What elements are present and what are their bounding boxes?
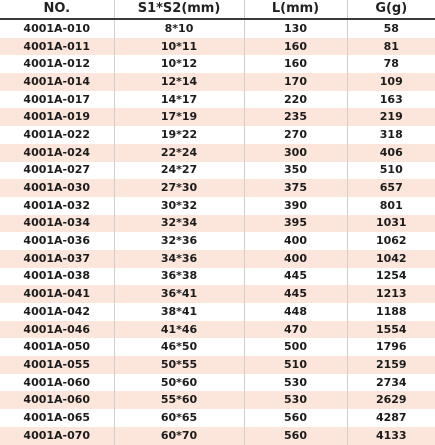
cell-part-number: 4001A-055 — [0, 356, 114, 374]
table-row — [0, 144, 435, 162]
cell-size: 36*41 — [114, 285, 244, 303]
cell-part-number: 4001A-060 — [0, 391, 114, 409]
cell-size: 32*36 — [114, 232, 244, 250]
cell-length: 510 — [244, 356, 347, 374]
table-header — [0, 0, 435, 19]
table-row — [0, 126, 435, 144]
cell-length: 400 — [244, 250, 347, 268]
cell-weight: 4133 — [347, 427, 435, 445]
cell-length: 350 — [244, 162, 347, 180]
cell-length: 500 — [244, 338, 347, 356]
cell-part-number: 4001A-019 — [0, 108, 114, 126]
table-row — [0, 409, 435, 427]
cell-size: 46*50 — [114, 338, 244, 356]
cell-weight: 163 — [347, 91, 435, 109]
table-row — [0, 197, 435, 215]
cell-size: 41*46 — [114, 321, 244, 339]
cell-part-number: 4001A-037 — [0, 250, 114, 268]
header-row — [0, 0, 435, 19]
cell-part-number: 4001A-014 — [0, 73, 114, 91]
cell-weight: 58 — [347, 19, 435, 38]
cell-length: 300 — [244, 144, 347, 162]
cell-part-number: 4001A-022 — [0, 126, 114, 144]
cell-length: 160 — [244, 38, 347, 56]
cell-size: 10*11 — [114, 38, 244, 56]
cell-size: 10*12 — [114, 55, 244, 73]
cell-weight: 2159 — [347, 356, 435, 374]
cell-part-number: 4001A-030 — [0, 179, 114, 197]
cell-size: 38*41 — [114, 303, 244, 321]
cell-length: 560 — [244, 427, 347, 445]
cell-size: 19*22 — [114, 126, 244, 144]
table-row — [0, 285, 435, 303]
cell-length: 375 — [244, 179, 347, 197]
cell-part-number: 4001A-017 — [0, 91, 114, 109]
cell-weight: 1062 — [347, 232, 435, 250]
cell-length: 470 — [244, 321, 347, 339]
cell-length: 395 — [244, 215, 347, 233]
cell-weight: 510 — [347, 162, 435, 180]
table-row — [0, 91, 435, 109]
cell-weight: 318 — [347, 126, 435, 144]
cell-weight: 1796 — [347, 338, 435, 356]
cell-size: 32*34 — [114, 215, 244, 233]
cell-length: 445 — [244, 268, 347, 286]
column-header-length: L(mm) — [244, 0, 347, 19]
cell-part-number: 4001A-010 — [0, 19, 114, 38]
cell-size: 17*19 — [114, 108, 244, 126]
cell-size: 34*36 — [114, 250, 244, 268]
cell-weight: 1042 — [347, 250, 435, 268]
cell-size: 36*38 — [114, 268, 244, 286]
cell-weight: 1554 — [347, 321, 435, 339]
table-row — [0, 19, 435, 38]
cell-size: 30*32 — [114, 197, 244, 215]
cell-length: 448 — [244, 303, 347, 321]
cell-weight: 81 — [347, 38, 435, 56]
cell-size: 27*30 — [114, 179, 244, 197]
table-row — [0, 338, 435, 356]
column-header-no: NO. — [0, 0, 114, 19]
cell-part-number: 4001A-036 — [0, 232, 114, 250]
table-row — [0, 374, 435, 392]
cell-part-number: 4001A-032 — [0, 197, 114, 215]
table-row — [0, 179, 435, 197]
cell-length: 130 — [244, 19, 347, 38]
cell-weight: 1213 — [347, 285, 435, 303]
cell-length: 160 — [244, 55, 347, 73]
cell-part-number: 4001A-050 — [0, 338, 114, 356]
table-row — [0, 162, 435, 180]
cell-length: 220 — [244, 91, 347, 109]
cell-part-number: 4001A-042 — [0, 303, 114, 321]
cell-weight: 801 — [347, 197, 435, 215]
cell-length: 530 — [244, 374, 347, 392]
table-row — [0, 108, 435, 126]
cell-weight: 4287 — [347, 409, 435, 427]
cell-weight: 109 — [347, 73, 435, 91]
cell-weight: 406 — [347, 144, 435, 162]
cell-part-number: 4001A-070 — [0, 427, 114, 445]
table-row — [0, 356, 435, 374]
cell-part-number: 4001A-027 — [0, 162, 114, 180]
cell-length: 530 — [244, 391, 347, 409]
cell-weight: 657 — [347, 179, 435, 197]
cell-size: 60*70 — [114, 427, 244, 445]
cell-length: 400 — [244, 232, 347, 250]
cell-length: 235 — [244, 108, 347, 126]
table-row — [0, 73, 435, 91]
table-row — [0, 55, 435, 73]
table-row — [0, 232, 435, 250]
cell-size: 8*10 — [114, 19, 244, 38]
cell-weight: 219 — [347, 108, 435, 126]
cell-part-number: 4001A-038 — [0, 268, 114, 286]
table-body — [0, 19, 435, 445]
table-row — [0, 215, 435, 233]
cell-length: 270 — [244, 126, 347, 144]
table-row — [0, 321, 435, 339]
cell-part-number: 4001A-034 — [0, 215, 114, 233]
cell-size: 50*55 — [114, 356, 244, 374]
table-row — [0, 391, 435, 409]
cell-length: 445 — [244, 285, 347, 303]
cell-length: 390 — [244, 197, 347, 215]
cell-size: 60*65 — [114, 409, 244, 427]
cell-size: 50*60 — [114, 374, 244, 392]
cell-size: 14*17 — [114, 91, 244, 109]
cell-length: 170 — [244, 73, 347, 91]
cell-weight: 1254 — [347, 268, 435, 286]
cell-length: 560 — [244, 409, 347, 427]
cell-weight: 1188 — [347, 303, 435, 321]
cell-size: 24*27 — [114, 162, 244, 180]
table-row — [0, 303, 435, 321]
cell-size: 12*14 — [114, 73, 244, 91]
column-header-size: S1*S2(mm) — [114, 0, 244, 19]
cell-size: 55*60 — [114, 391, 244, 409]
table-row — [0, 427, 435, 445]
cell-part-number: 4001A-011 — [0, 38, 114, 56]
cell-part-number: 4001A-024 — [0, 144, 114, 162]
cell-part-number: 4001A-012 — [0, 55, 114, 73]
table-row — [0, 250, 435, 268]
cell-part-number: 4001A-046 — [0, 321, 114, 339]
cell-weight: 78 — [347, 55, 435, 73]
table-row — [0, 268, 435, 286]
cell-size: 22*24 — [114, 144, 244, 162]
cell-weight: 1031 — [347, 215, 435, 233]
table-row — [0, 38, 435, 56]
column-header-weight: G(g) — [347, 0, 435, 19]
cell-part-number: 4001A-060 — [0, 374, 114, 392]
cell-weight: 2629 — [347, 391, 435, 409]
cell-weight: 2734 — [347, 374, 435, 392]
cell-part-number: 4001A-041 — [0, 285, 114, 303]
cell-part-number: 4001A-065 — [0, 409, 114, 427]
